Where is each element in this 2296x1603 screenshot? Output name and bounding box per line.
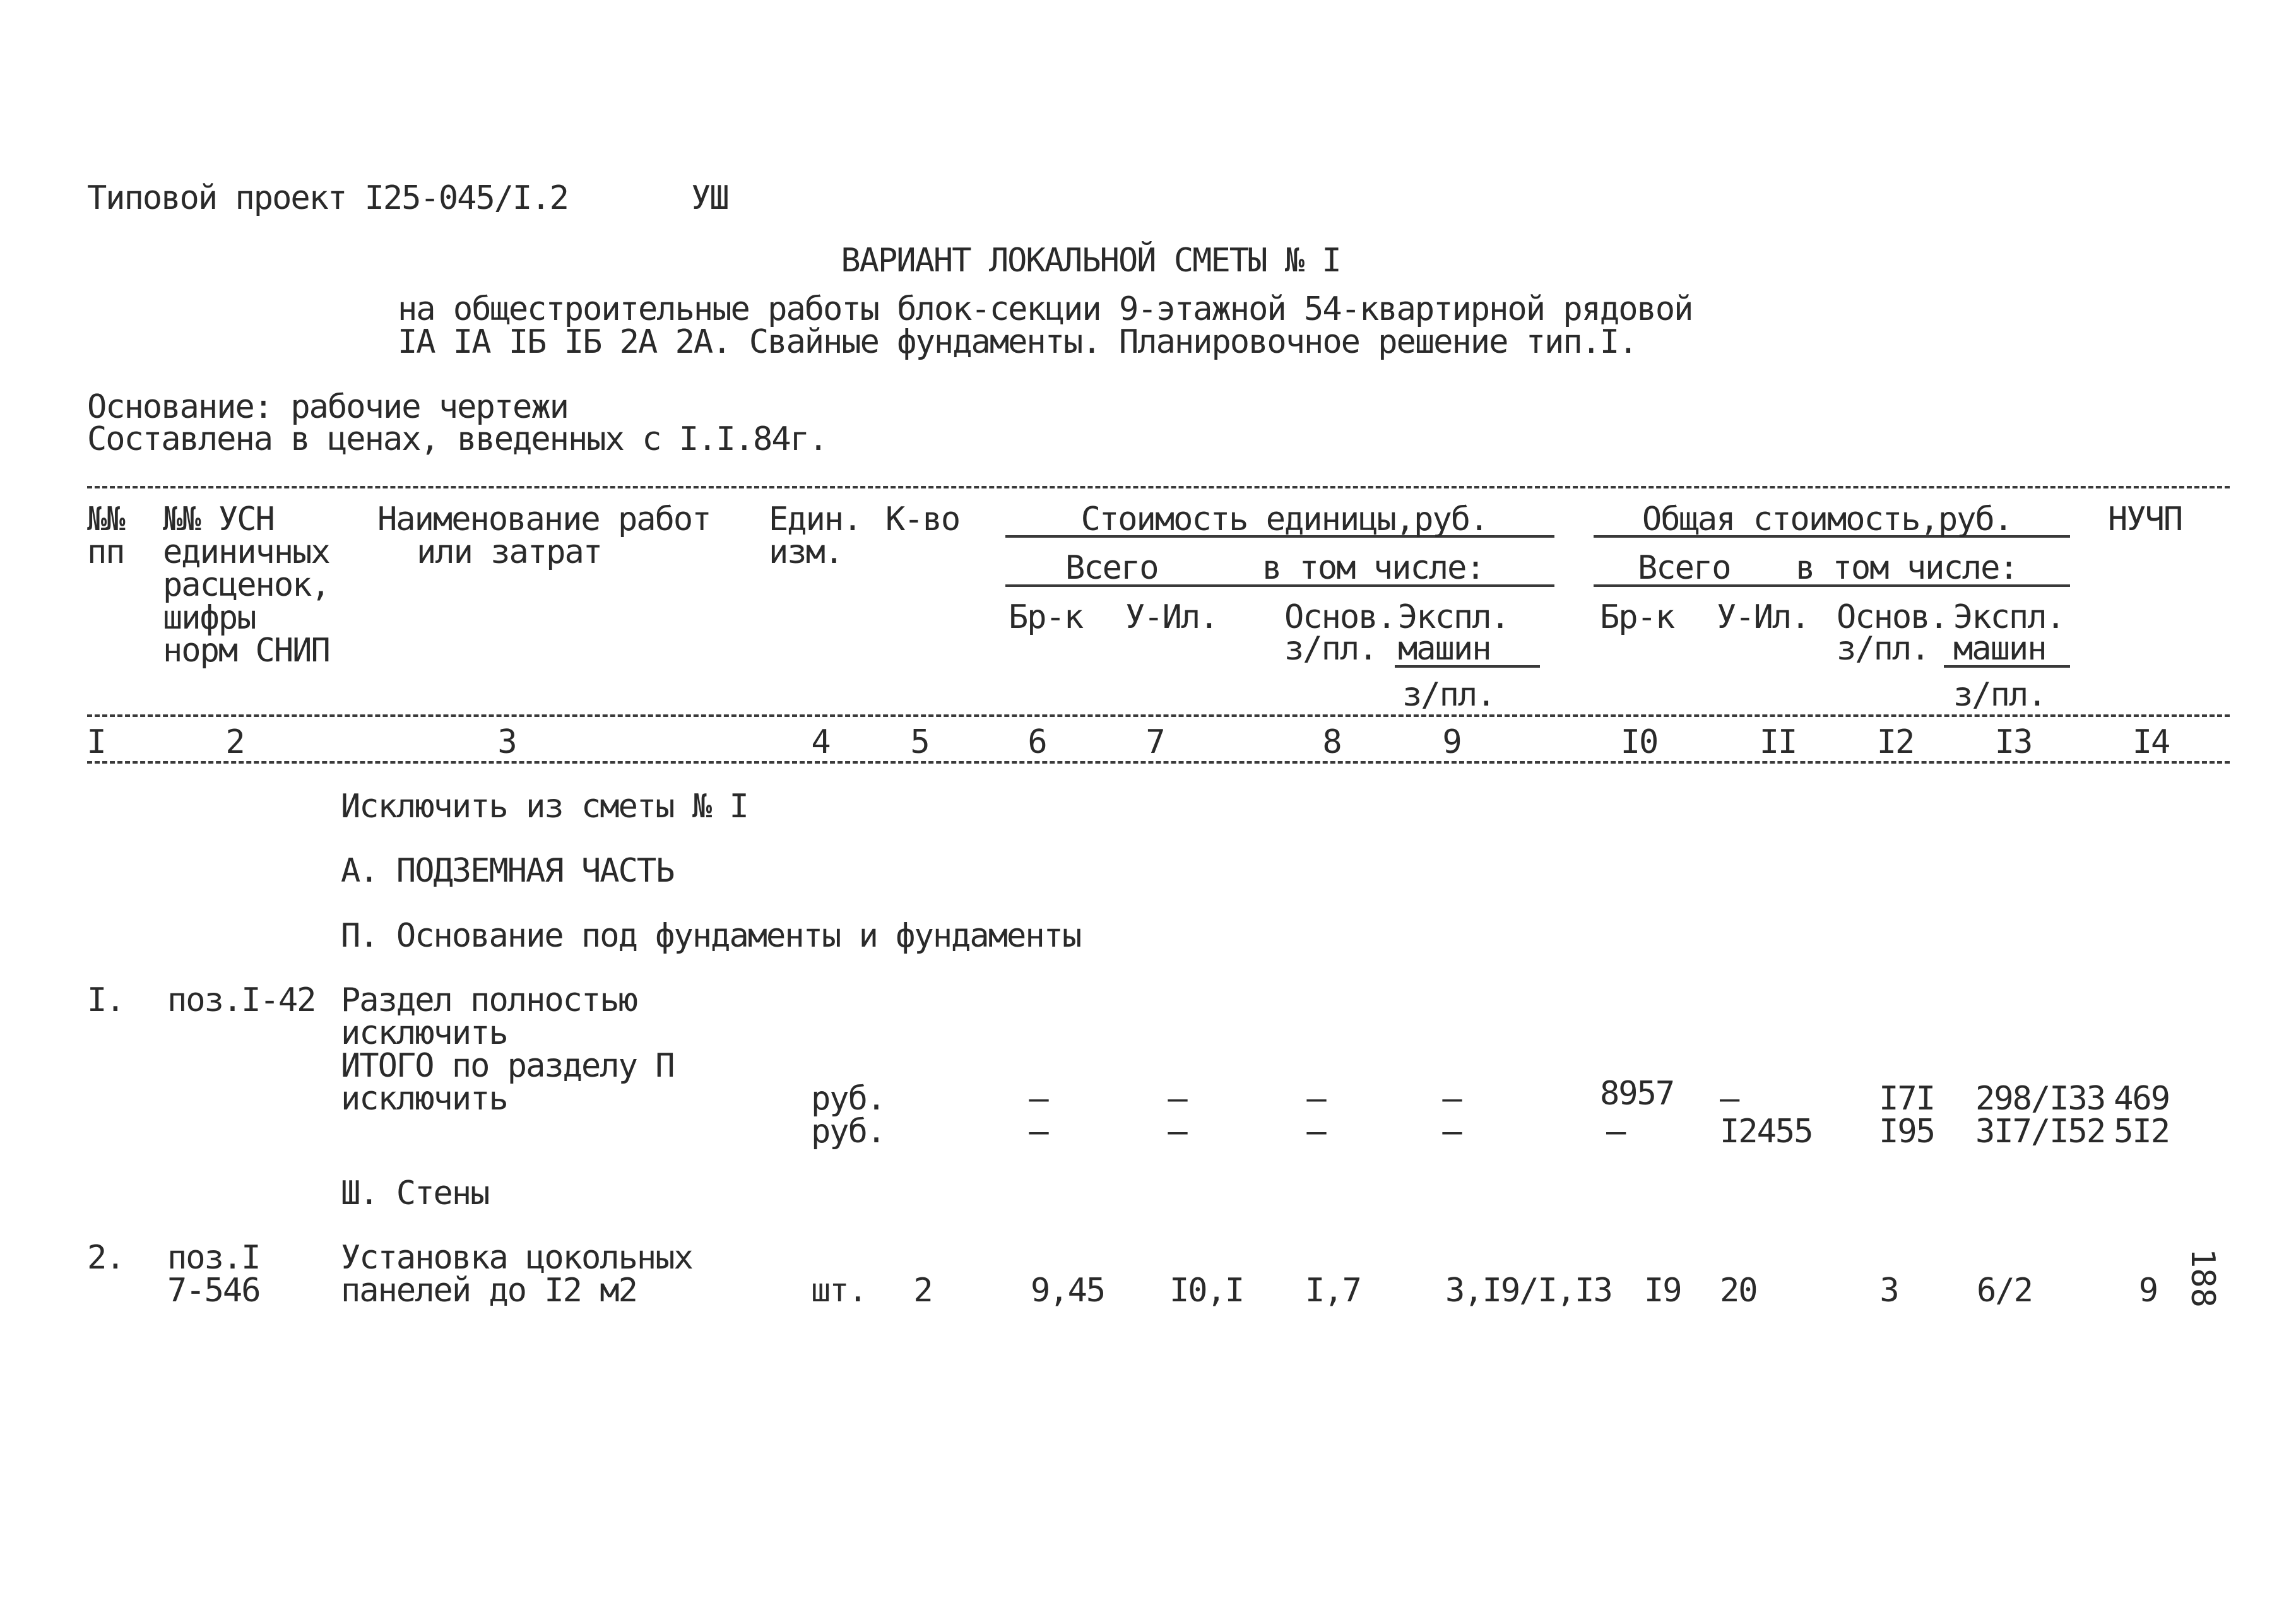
part-a-heading: А. ПОДЗЕМНАЯ ЧАСТЬ [341,852,674,890]
cell-c13-2: 3I7/I52 [1975,1113,2105,1150]
cell-c6-2: – [1029,1113,1048,1150]
header-unit-total: Всего [1065,549,1158,587]
header-col1-line2: пп [87,533,124,571]
row-qty: 2 [913,1272,932,1310]
header-total-ekspl-1: Экспл. [1953,598,2064,636]
header-total-uil: У-Ил. [1717,598,1809,636]
section-2-heading: П. Основание под фундаменты и фундаменты [341,917,1081,955]
row-name-line1: Установка цокольных [341,1239,692,1277]
cell-c7: I0,I [1169,1272,1244,1310]
col-number-5: 5 [910,723,929,761]
header-bottom-rule [87,714,2230,717]
col-number-14: I4 [2132,723,2170,761]
row-number: 2. [87,1239,124,1277]
header-col2-line2: единичных [163,533,329,571]
row-code: поз.I-42 [167,981,316,1019]
cell-c14: 9 [2138,1272,2157,1310]
header-col2-line1: №№ УСН [163,500,274,538]
exclude-heading: Исключить из сметы № I [341,788,748,825]
cell-c8-1: – [1306,1080,1325,1118]
cell-c12: 3 [1879,1272,1898,1310]
cell-c10-2: – [1606,1113,1625,1150]
cell-c14-1: 469 [2114,1080,2169,1118]
col-number-8: 8 [1322,723,1341,761]
header-unit-zpl: з/пл. [1402,676,1495,714]
album-label: УШ [691,179,728,217]
row-name-line2: исключить [341,1014,507,1052]
col-number-11: II [1759,723,1797,761]
header-col2-line4: шифры [163,599,256,637]
cell-c10: I9 [1644,1272,1681,1310]
cell-c7-1: – [1168,1080,1186,1118]
cell-c11: 20 [1720,1272,1757,1310]
cell-c6: 9,45 [1031,1272,1105,1310]
header-total-osnov-2: з/пл. [1837,630,1929,668]
header-total-osnov-1: Основ. [1837,598,1948,636]
col-number-13: I3 [1994,723,2032,761]
cell-c8: I,7 [1305,1272,1361,1310]
section-3-heading: Ш. Стены [341,1174,489,1212]
row-number: I. [87,981,124,1019]
header-unit-cost: Стоимость единицы,руб. [1080,500,1488,538]
cell-c9-2: – [1442,1113,1461,1150]
header-col1-line1: №№ [87,500,124,538]
col-number-6: 6 [1027,723,1046,761]
cell-c11-2: I2455 [1720,1113,1813,1150]
cell-c12-1: I7I [1879,1080,1934,1118]
row-name-line4: исключить [341,1080,507,1118]
cell-c7-2: – [1168,1113,1186,1150]
cell-c9-1: – [1442,1080,1461,1118]
header-total-total: Всего [1638,549,1731,587]
header-total-ekspl-2: машин [1953,630,2046,668]
row-unit-2: руб. [811,1113,885,1150]
header-col2-line3: расценок, [163,566,329,604]
col-number-12: I2 [1876,723,1914,761]
header-col5: К-во [885,500,960,538]
header-unit-osnov-2: з/пл. [1284,630,1377,668]
col-number-2: 2 [225,723,244,761]
cell-c9: 3,I9/I,I3 [1445,1272,1612,1310]
header-col4-line2: изм. [769,533,843,571]
col-number-7: 7 [1145,723,1164,761]
cell-c8-2: – [1306,1113,1325,1150]
header-col3-line1: Наименование работ [377,500,711,538]
header-col3-line2: или затрат [417,533,602,571]
header-unit-osnov-1: Основ. [1284,598,1395,636]
header-total-br: Бр-к [1600,598,1674,636]
cell-c6-1: – [1029,1080,1048,1118]
row-name-line2: панелей до I2 м2 [341,1272,637,1310]
col-number-1: I [86,723,105,761]
row-code-line2: 7-546 [167,1272,260,1310]
row-name-line3: ИТОГО по разделу П [341,1047,674,1085]
header-col4-line1: Един. [769,500,861,538]
header-unit-including: в том числе: [1262,549,1484,587]
cell-c14-2: 5I2 [2114,1113,2169,1150]
cell-c12-2: I95 [1879,1113,1934,1150]
header-unit-uil: У-Ил. [1125,598,1218,636]
cell-c10-1: 8957 [1600,1075,1674,1113]
row-code-line1: поз.I [167,1239,260,1277]
header-total-including: в том числе: [1796,549,2018,587]
cell-c11-1: – [1720,1080,1739,1118]
header-total-cost: Общая стоимость,руб. [1642,500,2013,538]
header-unit-ekspl-2: машин [1398,630,1491,668]
header-unit-br: Бр-к [1009,598,1083,636]
document-title: ВАРИАНТ ЛОКАЛЬНОЙ СМЕТЫ № I [841,242,1340,280]
subtitle-line-1: на общестроительные работы блок-секции 9-этажной 54-квартирной рядовой [398,290,1693,328]
page-number: 188 [2184,1248,2222,1308]
subtitle-line-2: IА IА IБ IБ 2А 2А. Свайные фундаменты. Планировочное решение тип.I. [398,323,1637,361]
col-number-9: 9 [1442,723,1461,761]
row-name-line1: Раздел полностью [341,981,637,1019]
prices-line: Составлена в ценах, введенных с I.I.84г. [87,420,827,458]
row-unit-1: руб. [811,1080,885,1118]
header-unit-ekspl-1: Экспл. [1398,598,1509,636]
project-label: Типовой проект I25-045/I.2 [87,179,568,217]
col-number-4: 4 [811,723,830,761]
cell-c13: 6/2 [1977,1272,2032,1310]
basis-line: Основание: рабочие чертежи [87,388,568,426]
table-top-rule [87,486,2230,488]
col-number-10: I0 [1620,723,1658,761]
numbers-bottom-rule [87,761,2230,764]
row-unit: шт. [811,1272,867,1310]
cell-c13-1: 298/I33 [1975,1080,2105,1118]
header-nuchp: НУЧП [2108,500,2182,538]
header-col2-line5: норм СНИП [163,632,329,670]
header-total-zpl: з/пл. [1953,676,2046,714]
col-number-3: 3 [497,723,516,761]
